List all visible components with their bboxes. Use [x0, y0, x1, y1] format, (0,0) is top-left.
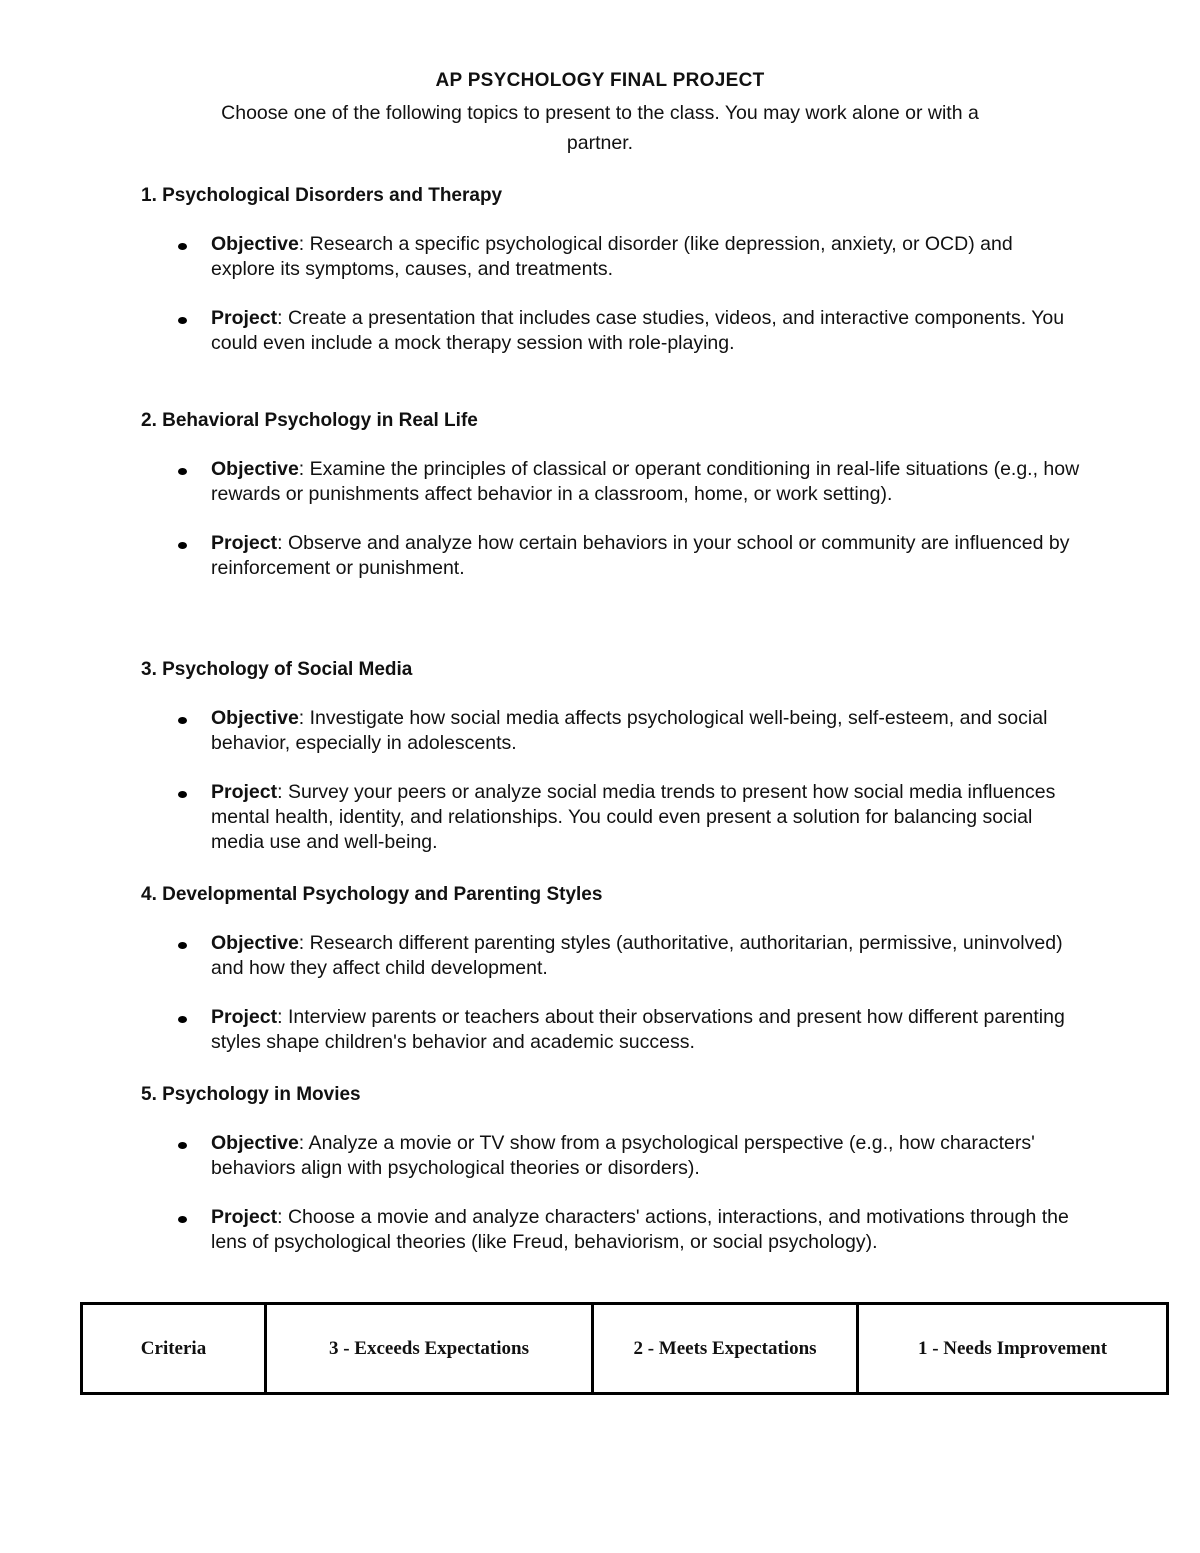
item-text: : Examine the principles of classical or operant conditioning in real-life situations (e.g., how rewards or punishments affect behavior in a classroom, home, or work setting).	[211, 458, 1080, 505]
item-text: : Survey your peers or analyze social media trends to present how social media influences mental health, identity, and relationships. You could even present a solution for balancing social media use and well-being.	[211, 781, 1056, 853]
rubric-header-meets: 2 - Meets Expectations	[593, 1304, 858, 1394]
section-heading: 4. Developmental Psychology and Parenting Styles	[141, 884, 603, 905]
section-5	[141, 1083, 1081, 1255]
list-item-project	[141, 780, 1081, 855]
item-label: Objective	[211, 932, 299, 954]
bullet-icon	[178, 243, 187, 250]
section-heading: 5. Psychology in Movies	[141, 1084, 361, 1105]
item-text: : Investigate how social media affects psychological well-being, self-esteem, and social behavior, especially in adolescents.	[211, 707, 1048, 754]
bullet-icon	[178, 542, 187, 549]
bullet-icon	[178, 1142, 187, 1149]
section-heading: 1. Psychological Disorders and Therapy	[141, 185, 503, 206]
item-text: : Interview parents or teachers about their observations and present how different parenting styles shape children's behavior and academic success.	[211, 1006, 1065, 1053]
bullet-icon	[178, 1016, 187, 1023]
rubric-header-exceeds: 3 - Exceeds Expectations	[266, 1304, 593, 1394]
list-item-objective	[141, 457, 1081, 507]
item-label: Objective	[211, 233, 299, 255]
item-label: Project	[211, 1206, 278, 1228]
section-heading: 2. Behavioral Psychology in Real Life	[141, 410, 478, 431]
item-text: : Research different parenting styles (authoritative, authoritarian, permissive, uninvolved) and how they affect child development.	[211, 932, 1063, 979]
bullet-icon	[178, 468, 187, 475]
list-item-project	[141, 1205, 1081, 1255]
intro-line-2: partner.	[566, 132, 634, 154]
list-item-objective	[141, 931, 1081, 981]
page-title: AP PSYCHOLOGY FINAL PROJECT	[435, 70, 765, 91]
list-item-objective	[141, 706, 1081, 756]
section-list	[141, 1131, 1081, 1255]
list-item-project	[141, 1005, 1081, 1055]
list-item-project	[141, 531, 1081, 581]
list-item-objective	[141, 232, 1081, 282]
bullet-icon	[178, 717, 187, 724]
bullet-icon	[178, 791, 187, 798]
bullet-icon	[178, 942, 187, 949]
item-text: : Observe and analyze how certain behaviors in your school or community are influenced by reinforcement or punishment.	[211, 532, 1070, 579]
rubric-header-row	[82, 1304, 1168, 1394]
item-label: Objective	[211, 458, 299, 480]
intro-line-1: Choose one of the following topics to present to the class. You may work alone or with a	[221, 102, 979, 124]
section-4	[141, 883, 1081, 1055]
item-label: Objective	[211, 1132, 299, 1154]
item-label: Project	[211, 781, 278, 803]
section-list	[141, 232, 1081, 356]
item-label: Project	[211, 307, 278, 329]
section-1	[141, 184, 1081, 356]
item-label: Project	[211, 1006, 278, 1028]
bullet-icon	[178, 317, 187, 324]
section-list	[141, 931, 1081, 1055]
section-heading: 3. Psychology of Social Media	[141, 659, 413, 680]
rubric-table	[80, 1302, 1169, 1395]
item-text: : Create a presentation that includes case studies, videos, and interactive components. You could even include a mock therapy session with role-playing.	[211, 307, 1065, 354]
list-item-project	[141, 306, 1081, 356]
item-label: Project	[211, 532, 278, 554]
item-label: Objective	[211, 707, 299, 729]
bullet-icon	[178, 1216, 187, 1223]
item-text: : Research a specific psychological disorder (like depression, anxiety, or OCD) and explore its symptoms, causes, and treatments.	[211, 233, 1013, 280]
item-text: : Analyze a movie or TV show from a psychological perspective (e.g., how characters' behaviors align with psychological theories or disorders).	[211, 1132, 1035, 1179]
rubric-header-needs-improvement: 1 - Needs Improvement	[858, 1304, 1168, 1394]
intro-text	[170, 98, 1030, 158]
list-item-objective	[141, 1131, 1081, 1181]
section-list	[141, 706, 1081, 855]
section-2	[141, 409, 1081, 581]
rubric-header-criteria: Criteria	[82, 1304, 266, 1394]
item-text: : Choose a movie and analyze characters' actions, interactions, and motivations through the lens of psychological theories (like Freud, behaviorism, or social psychology).	[211, 1206, 1069, 1253]
section-3	[141, 658, 1081, 855]
section-list	[141, 457, 1081, 581]
